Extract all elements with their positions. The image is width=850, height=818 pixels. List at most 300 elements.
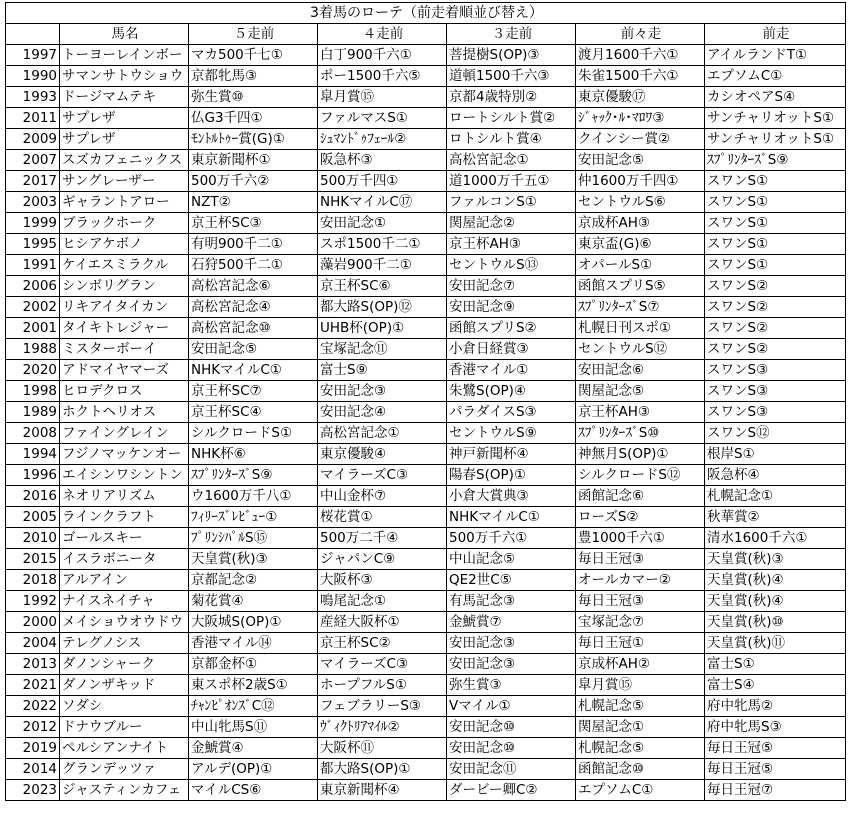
- race-4-ago-cell[interactable]: 安田記念④: [318, 402, 447, 423]
- race-3-ago-cell[interactable]: 小倉大賞典③: [447, 486, 576, 507]
- year-cell[interactable]: 2015: [6, 549, 60, 570]
- race-4-ago-cell[interactable]: 都大路S(OP)⑫: [318, 297, 447, 318]
- horse-name-cell[interactable]: ヒロデクロス: [60, 381, 189, 402]
- race-2-ago-cell[interactable]: 朱雀1500千六①: [576, 66, 705, 87]
- horse-name-cell[interactable]: サングレーザー: [60, 171, 189, 192]
- race-3-ago-cell[interactable]: 中山記念⑤: [447, 549, 576, 570]
- table-row: [6, 66, 846, 87]
- race-5-ago-cell[interactable]: ﾁｬﾝﾋﾟｵﾝｽﾞC⑫: [189, 696, 318, 717]
- year-cell[interactable]: 2012: [6, 717, 60, 738]
- previous-race-cell[interactable]: スワンS②: [705, 318, 846, 339]
- race-4-ago-cell[interactable]: 安田記念①: [318, 213, 447, 234]
- race-5-ago-cell[interactable]: NHK杯⑥: [189, 444, 318, 465]
- year-cell[interactable]: 2009: [6, 129, 60, 150]
- horse-name-cell[interactable]: タイキトレジャー: [60, 318, 189, 339]
- year-cell[interactable]: 1995: [6, 234, 60, 255]
- previous-race-cell[interactable]: エプソムC①: [705, 66, 846, 87]
- horse-name-cell[interactable]: リキアイタイカン: [60, 297, 189, 318]
- race-3-ago-cell[interactable]: 小倉日経賞③: [447, 339, 576, 360]
- race-3-ago-cell[interactable]: 安田記念⑩: [447, 738, 576, 759]
- race-5-ago-cell[interactable]: NHKマイルC①: [189, 360, 318, 381]
- race-3-ago-cell[interactable]: 安田記念⑨: [447, 297, 576, 318]
- year-cell[interactable]: 1990: [6, 66, 60, 87]
- race-3-ago-cell[interactable]: Vマイル①: [447, 696, 576, 717]
- race-3-ago-cell[interactable]: ロトシルト賞④: [447, 129, 576, 150]
- year-cell[interactable]: 2000: [6, 612, 60, 633]
- race-3-ago-cell[interactable]: 安田記念⑩: [447, 717, 576, 738]
- race-5-ago-cell[interactable]: マカ500千七①: [189, 45, 318, 66]
- table-row: [6, 675, 846, 696]
- year-cell[interactable]: 1993: [6, 87, 60, 108]
- race-5-ago-cell[interactable]: 石狩500千二①: [189, 255, 318, 276]
- race-2-ago-cell[interactable]: 安田記念⑤: [576, 150, 705, 171]
- race-5-ago-cell[interactable]: ﾌﾟﾘﾝｼﾊﾟﾙS⑮: [189, 528, 318, 549]
- previous-race-cell[interactable]: スワンS⑫: [705, 423, 846, 444]
- table-row: [6, 591, 846, 612]
- race-3-ago-cell[interactable]: 道1000万千五①: [447, 171, 576, 192]
- horse-name-cell[interactable]: サプレザ: [60, 108, 189, 129]
- previous-race-cell[interactable]: スワンS①: [705, 213, 846, 234]
- previous-race-cell[interactable]: スワンS③: [705, 402, 846, 423]
- horse-name-cell[interactable]: スズカフェニックス: [60, 150, 189, 171]
- race-5-ago-cell[interactable]: 弥生賞⑩: [189, 87, 318, 108]
- table-row: [6, 150, 846, 171]
- race-2-ago-cell[interactable]: 京成杯AH③: [576, 213, 705, 234]
- table-row: [6, 297, 846, 318]
- previous-race-cell[interactable]: スワンS②: [705, 276, 846, 297]
- race-2-ago-cell[interactable]: セントウルS⑥: [576, 192, 705, 213]
- horse-name-cell[interactable]: シンボリグラン: [60, 276, 189, 297]
- race-3-ago-cell[interactable]: 安田記念③: [447, 633, 576, 654]
- race-4-ago-cell[interactable]: 大阪杯⑪: [318, 738, 447, 759]
- horse-name-cell[interactable]: ドナウブルー: [60, 717, 189, 738]
- table-row: [6, 570, 846, 591]
- year-cell[interactable]: 2003: [6, 192, 60, 213]
- race-2-ago-cell[interactable]: 函館記念⑩: [576, 759, 705, 780]
- previous-race-cell[interactable]: スワンS①: [705, 255, 846, 276]
- horse-name-cell[interactable]: サプレザ: [60, 129, 189, 150]
- race-2-ago-cell[interactable]: エプソムC①: [576, 780, 705, 801]
- header-year: [6, 24, 60, 45]
- race-3-ago-cell[interactable]: ダービー卿C②: [447, 780, 576, 801]
- horse-name-cell[interactable]: ネオリアリズム: [60, 486, 189, 507]
- race-2-ago-cell[interactable]: 神無月S(OP)①: [576, 444, 705, 465]
- horse-name-cell[interactable]: ダノンザキッド: [60, 675, 189, 696]
- horse-name-cell[interactable]: アドマイヤマーズ: [60, 360, 189, 381]
- race-2-ago-cell[interactable]: セントウルS⑫: [576, 339, 705, 360]
- previous-race-cell[interactable]: 毎日王冠⑤: [705, 738, 846, 759]
- table-row: [6, 87, 846, 108]
- race-5-ago-cell[interactable]: 大阪城S(OP)①: [189, 612, 318, 633]
- race-4-ago-cell[interactable]: ポー1500千六⑤: [318, 66, 447, 87]
- race-3-ago-cell[interactable]: 安田記念⑪: [447, 759, 576, 780]
- race-4-ago-cell[interactable]: 京王杯SC⑥: [318, 276, 447, 297]
- race-2-ago-cell[interactable]: 札幌記念⑤: [576, 696, 705, 717]
- previous-race-cell[interactable]: 天皇賞(秋)③: [705, 549, 846, 570]
- race-5-ago-cell[interactable]: ﾌｨﾘｰｽﾞﾚﾋﾞｭｰ①: [189, 507, 318, 528]
- horse-name-cell[interactable]: フジノマッケンオー: [60, 444, 189, 465]
- race-2-ago-cell[interactable]: オールカマー②: [576, 570, 705, 591]
- race-3-ago-cell[interactable]: 陽春S(OP)①: [447, 465, 576, 486]
- table-row: [6, 528, 846, 549]
- race-5-ago-cell[interactable]: アルデ(OP)①: [189, 759, 318, 780]
- header-5-races-ago: ５走前: [189, 24, 318, 45]
- year-cell[interactable]: 2023: [6, 780, 60, 801]
- horse-name-cell[interactable]: ペルシアンナイト: [60, 738, 189, 759]
- race-4-ago-cell[interactable]: 安田記念③: [318, 381, 447, 402]
- race-3-ago-cell[interactable]: 朱鷺S(OP)④: [447, 381, 576, 402]
- race-5-ago-cell[interactable]: 高松宮記念⑩: [189, 318, 318, 339]
- race-3-ago-cell[interactable]: 金鯱賞⑦: [447, 612, 576, 633]
- horse-name-cell[interactable]: ナイスネイチャ: [60, 591, 189, 612]
- race-4-ago-cell[interactable]: スポ1500千二①: [318, 234, 447, 255]
- previous-race-cell[interactable]: 天皇賞(秋)④: [705, 570, 846, 591]
- race-4-ago-cell[interactable]: 京王杯SC②: [318, 633, 447, 654]
- horse-name-cell[interactable]: ダノンシャーク: [60, 654, 189, 675]
- race-5-ago-cell[interactable]: 京都記念②: [189, 570, 318, 591]
- year-cell[interactable]: 2002: [6, 297, 60, 318]
- header-row: [6, 24, 846, 45]
- race-5-ago-cell[interactable]: 高松宮記念⑥: [189, 276, 318, 297]
- year-cell[interactable]: 2004: [6, 633, 60, 654]
- horse-name-cell[interactable]: メイショウオウドウ: [60, 612, 189, 633]
- race-3-ago-cell[interactable]: 安田記念⑦: [447, 276, 576, 297]
- horse-name-cell[interactable]: ファイングレイン: [60, 423, 189, 444]
- previous-race-cell[interactable]: スワンS②: [705, 297, 846, 318]
- previous-race-cell[interactable]: 清水1600千六①: [705, 528, 846, 549]
- horse-name-cell[interactable]: イスラボニータ: [60, 549, 189, 570]
- horse-name-cell[interactable]: テレグノシス: [60, 633, 189, 654]
- horse-name-cell[interactable]: ゴールスキー: [60, 528, 189, 549]
- race-2-ago-cell[interactable]: オパールS①: [576, 255, 705, 276]
- race-4-ago-cell[interactable]: マイラーズC③: [318, 654, 447, 675]
- race-4-ago-cell[interactable]: 東京新聞杯④: [318, 780, 447, 801]
- race-2-ago-cell[interactable]: 安田記念⑥: [576, 360, 705, 381]
- year-cell[interactable]: 1992: [6, 591, 60, 612]
- race-3-ago-cell[interactable]: 函館スプリS②: [447, 318, 576, 339]
- horse-name-cell[interactable]: エイシンワシントン: [60, 465, 189, 486]
- previous-race-cell[interactable]: 天皇賞(秋)④: [705, 591, 846, 612]
- race-3-ago-cell[interactable]: パラダイスS③: [447, 402, 576, 423]
- race-4-ago-cell[interactable]: 皐月賞⑮: [318, 87, 447, 108]
- race-4-ago-cell[interactable]: 500万二千④: [318, 528, 447, 549]
- table-row: [6, 339, 846, 360]
- header-2-races-ago: 前々走: [576, 24, 705, 45]
- horse-name-cell[interactable]: ソダシ: [60, 696, 189, 717]
- race-2-ago-cell[interactable]: 宝塚記念⑦: [576, 612, 705, 633]
- table-row: [6, 360, 846, 381]
- previous-race-cell[interactable]: 毎日王冠⑤: [705, 759, 846, 780]
- previous-race-cell[interactable]: ｽﾌﾟﾘﾝﾀｰｽﾞS⑨: [705, 150, 846, 171]
- previous-race-cell[interactable]: カシオペアS④: [705, 87, 846, 108]
- horse-name-cell[interactable]: グランデッツァ: [60, 759, 189, 780]
- race-5-ago-cell[interactable]: 菊花賞④: [189, 591, 318, 612]
- race-2-ago-cell[interactable]: シルクロードS⑫: [576, 465, 705, 486]
- previous-race-cell[interactable]: 天皇賞(秋)⑩: [705, 612, 846, 633]
- year-cell[interactable]: 1998: [6, 381, 60, 402]
- table-row: [6, 780, 846, 801]
- race-4-ago-cell[interactable]: ｼｭﾏﾝﾄﾞｩﾌｪｰﾙ②: [318, 129, 447, 150]
- race-5-ago-cell[interactable]: 高松宮記念④: [189, 297, 318, 318]
- race-5-ago-cell[interactable]: 京王杯SC⑦: [189, 381, 318, 402]
- spreadsheet: [5, 2, 846, 801]
- horse-name-cell[interactable]: ブラックホーク: [60, 213, 189, 234]
- race-4-ago-cell[interactable]: ｳﾞｨｸﾄﾘｱﾏｲﾙ②: [318, 717, 447, 738]
- previous-race-cell[interactable]: アイルランドT①: [705, 45, 846, 66]
- race-3-ago-cell[interactable]: 菩提樹S(OP)③: [447, 45, 576, 66]
- previous-race-cell[interactable]: スワンS②: [705, 339, 846, 360]
- race-4-ago-cell[interactable]: 500万千四①: [318, 171, 447, 192]
- year-cell[interactable]: 1994: [6, 444, 60, 465]
- previous-race-cell[interactable]: スワンS①: [705, 234, 846, 255]
- race-4-ago-cell[interactable]: 鳴尾記念①: [318, 591, 447, 612]
- race-3-ago-cell[interactable]: セントウルS⑨: [447, 423, 576, 444]
- header-previous-race: 前走: [705, 24, 846, 45]
- race-3-ago-cell[interactable]: NHKマイルC①: [447, 507, 576, 528]
- previous-race-cell[interactable]: サンチャリオットS①: [705, 129, 846, 150]
- table-row: [6, 633, 846, 654]
- previous-race-cell[interactable]: 富士S④: [705, 675, 846, 696]
- previous-race-cell[interactable]: スワンS①: [705, 171, 846, 192]
- table-row: [6, 213, 846, 234]
- previous-race-cell[interactable]: 阪急杯④: [705, 465, 846, 486]
- table-title-row: [6, 3, 846, 24]
- year-cell[interactable]: 2018: [6, 570, 60, 591]
- year-cell[interactable]: 2010: [6, 528, 60, 549]
- table-row: [6, 45, 846, 66]
- year-cell[interactable]: 2001: [6, 318, 60, 339]
- race-4-ago-cell[interactable]: 高松宮記念①: [318, 423, 447, 444]
- year-cell[interactable]: 1991: [6, 255, 60, 276]
- header-horse-name: 馬名: [60, 24, 189, 45]
- year-cell[interactable]: 1999: [6, 213, 60, 234]
- race-2-ago-cell[interactable]: 関屋記念①: [576, 717, 705, 738]
- race-5-ago-cell[interactable]: NZT②: [189, 192, 318, 213]
- year-cell[interactable]: 2013: [6, 654, 60, 675]
- previous-race-cell[interactable]: サンチャリオットS①: [705, 108, 846, 129]
- year-cell[interactable]: 2016: [6, 486, 60, 507]
- race-5-ago-cell[interactable]: ｽﾌﾟﾘﾝﾀｰｽﾞS⑨: [189, 465, 318, 486]
- horse-name-cell[interactable]: ラインクラフト: [60, 507, 189, 528]
- race-2-ago-cell[interactable]: ｽﾌﾟﾘﾝﾀｰｽﾞS⑩: [576, 423, 705, 444]
- race-5-ago-cell[interactable]: シルクロードS①: [189, 423, 318, 444]
- table-row: [6, 276, 846, 297]
- race-4-ago-cell[interactable]: マイラーズC③: [318, 465, 447, 486]
- horse-name-cell[interactable]: アルアイン: [60, 570, 189, 591]
- race-2-ago-cell[interactable]: 札幌記念⑤: [576, 738, 705, 759]
- previous-race-cell[interactable]: 札幌記念①: [705, 486, 846, 507]
- race-4-ago-cell[interactable]: UHB杯(OP)①: [318, 318, 447, 339]
- table-row: [6, 654, 846, 675]
- year-cell[interactable]: 2005: [6, 507, 60, 528]
- race-2-ago-cell[interactable]: 函館スプリS⑤: [576, 276, 705, 297]
- race-4-ago-cell[interactable]: 大阪杯③: [318, 570, 447, 591]
- race-3-ago-cell[interactable]: 安田記念③: [447, 654, 576, 675]
- table-row: [6, 549, 846, 570]
- race-2-ago-cell[interactable]: 札幌日刊スポ①: [576, 318, 705, 339]
- race-3-ago-cell[interactable]: 香港マイル①: [447, 360, 576, 381]
- table-title: 3着馬のローテ（前走着順並び替え）: [6, 3, 846, 24]
- race-2-ago-cell[interactable]: 東京優駿⑰: [576, 87, 705, 108]
- race-4-ago-cell[interactable]: 阪急杯③: [318, 150, 447, 171]
- table-row: [6, 486, 846, 507]
- race-2-ago-cell[interactable]: 渡月1600千六①: [576, 45, 705, 66]
- race-4-ago-cell[interactable]: 産経大阪杯①: [318, 612, 447, 633]
- race-4-ago-cell[interactable]: 白丁900千六①: [318, 45, 447, 66]
- horse-name-cell[interactable]: ケイエスミラクル: [60, 255, 189, 276]
- table-row: [6, 444, 846, 465]
- race-3-ago-cell[interactable]: 京王杯AH③: [447, 234, 576, 255]
- race-4-ago-cell[interactable]: フェブラリーS③: [318, 696, 447, 717]
- race-4-ago-cell[interactable]: ファルマスS①: [318, 108, 447, 129]
- table-row: [6, 171, 846, 192]
- table-row: [6, 507, 846, 528]
- year-cell[interactable]: 2020: [6, 360, 60, 381]
- race-3-ago-cell[interactable]: セントウルS⑬: [447, 255, 576, 276]
- year-cell[interactable]: 2017: [6, 171, 60, 192]
- table-row: [6, 759, 846, 780]
- table-row: [6, 108, 846, 129]
- previous-race-cell[interactable]: スワンS①: [705, 192, 846, 213]
- race-4-ago-cell[interactable]: ジャパンC⑨: [318, 549, 447, 570]
- race-3-ago-cell[interactable]: ファルコンS①: [447, 192, 576, 213]
- race-4-ago-cell[interactable]: 桜花賞①: [318, 507, 447, 528]
- previous-race-cell[interactable]: スワンS③: [705, 381, 846, 402]
- previous-race-cell[interactable]: 根岸S①: [705, 444, 846, 465]
- race-3-ago-cell[interactable]: 高松宮記念①: [447, 150, 576, 171]
- race-2-ago-cell[interactable]: 京王杯AH③: [576, 402, 705, 423]
- table-row: [6, 192, 846, 213]
- race-4-ago-cell[interactable]: 富士S⑨: [318, 360, 447, 381]
- horse-name-cell[interactable]: ドージマムテキ: [60, 87, 189, 108]
- previous-race-cell[interactable]: 毎日王冠⑦: [705, 780, 846, 801]
- race-5-ago-cell[interactable]: 京都牝馬③: [189, 66, 318, 87]
- race-4-ago-cell[interactable]: ホープフルS①: [318, 675, 447, 696]
- race-4-ago-cell[interactable]: 宝塚記念⑪: [318, 339, 447, 360]
- header-3-races-ago: ３走前: [447, 24, 576, 45]
- year-cell[interactable]: 2021: [6, 675, 60, 696]
- horse-name-cell[interactable]: ミスターボーイ: [60, 339, 189, 360]
- rotation-table: [5, 2, 846, 801]
- race-3-ago-cell[interactable]: 神戸新聞杯④: [447, 444, 576, 465]
- horse-name-cell[interactable]: ジャスティンカフェ: [60, 780, 189, 801]
- race-2-ago-cell[interactable]: 毎日王冠③: [576, 549, 705, 570]
- table-row: [6, 696, 846, 717]
- race-5-ago-cell[interactable]: マイルCS⑥: [189, 780, 318, 801]
- year-cell[interactable]: 1996: [6, 465, 60, 486]
- table-row: [6, 612, 846, 633]
- race-2-ago-cell[interactable]: クインシー賞②: [576, 129, 705, 150]
- race-5-ago-cell[interactable]: 金鯱賞④: [189, 738, 318, 759]
- previous-race-cell[interactable]: 府中牝馬②: [705, 696, 846, 717]
- race-3-ago-cell[interactable]: QE2世C⑤: [447, 570, 576, 591]
- table-row: [6, 717, 846, 738]
- year-cell[interactable]: 1997: [6, 45, 60, 66]
- race-2-ago-cell[interactable]: 毎日王冠①: [576, 633, 705, 654]
- table-row: [6, 423, 846, 444]
- horse-name-cell[interactable]: ギャラントアロー: [60, 192, 189, 213]
- previous-race-cell[interactable]: 府中牝馬S③: [705, 717, 846, 738]
- race-2-ago-cell[interactable]: 毎日王冠③: [576, 591, 705, 612]
- race-5-ago-cell[interactable]: 仏G3千四①: [189, 108, 318, 129]
- table-row: [6, 318, 846, 339]
- table-row: [6, 738, 846, 759]
- horse-name-cell[interactable]: ホクトヘリオス: [60, 402, 189, 423]
- race-2-ago-cell[interactable]: 京成杯AH②: [576, 654, 705, 675]
- race-3-ago-cell[interactable]: 有馬記念③: [447, 591, 576, 612]
- race-5-ago-cell[interactable]: 京王杯SC③: [189, 213, 318, 234]
- race-2-ago-cell[interactable]: 東京盃(G)⑥: [576, 234, 705, 255]
- race-5-ago-cell[interactable]: 天皇賞(秋)③: [189, 549, 318, 570]
- race-2-ago-cell[interactable]: 函館記念⑥: [576, 486, 705, 507]
- table-row: [6, 129, 846, 150]
- race-4-ago-cell[interactable]: NHKマイルC⑰: [318, 192, 447, 213]
- race-5-ago-cell[interactable]: ウ1600万千八①: [189, 486, 318, 507]
- race-5-ago-cell[interactable]: 安田記念⑤: [189, 339, 318, 360]
- race-5-ago-cell[interactable]: 東スポ杯2歳S①: [189, 675, 318, 696]
- race-2-ago-cell[interactable]: ｼﾞｬｯｸ･ﾙ･ﾏﾛﾜ③: [576, 108, 705, 129]
- race-5-ago-cell[interactable]: 京都金杯①: [189, 654, 318, 675]
- race-5-ago-cell[interactable]: 中山牝馬S⑪: [189, 717, 318, 738]
- table-row: [6, 234, 846, 255]
- year-cell[interactable]: 2006: [6, 276, 60, 297]
- race-2-ago-cell[interactable]: 仲1600万千四①: [576, 171, 705, 192]
- race-3-ago-cell[interactable]: 京都4歳特別②: [447, 87, 576, 108]
- table-row: [6, 465, 846, 486]
- race-3-ago-cell[interactable]: 500万千六①: [447, 528, 576, 549]
- race-3-ago-cell[interactable]: 関屋記念②: [447, 213, 576, 234]
- year-cell[interactable]: 2014: [6, 759, 60, 780]
- race-5-ago-cell[interactable]: 有明900千二①: [189, 234, 318, 255]
- year-cell[interactable]: 2007: [6, 150, 60, 171]
- table-row: [6, 402, 846, 423]
- race-5-ago-cell[interactable]: 500万千六②: [189, 171, 318, 192]
- horse-name-cell[interactable]: トーヨーレインボー: [60, 45, 189, 66]
- header-4-races-ago: ４走前: [318, 24, 447, 45]
- year-cell[interactable]: 1988: [6, 339, 60, 360]
- race-4-ago-cell[interactable]: 都大路S(OP)①: [318, 759, 447, 780]
- race-4-ago-cell[interactable]: 中山金杯⑦: [318, 486, 447, 507]
- race-4-ago-cell[interactable]: 東京優駿④: [318, 444, 447, 465]
- year-cell[interactable]: 2011: [6, 108, 60, 129]
- previous-race-cell[interactable]: 秋華賞②: [705, 507, 846, 528]
- race-2-ago-cell[interactable]: 皐月賞⑮: [576, 675, 705, 696]
- year-cell[interactable]: 2022: [6, 696, 60, 717]
- year-cell[interactable]: 2019: [6, 738, 60, 759]
- year-cell[interactable]: 1989: [6, 402, 60, 423]
- race-3-ago-cell[interactable]: 弥生賞③: [447, 675, 576, 696]
- race-3-ago-cell[interactable]: ロートシルト賞②: [447, 108, 576, 129]
- race-2-ago-cell[interactable]: 豊1000千六①: [576, 528, 705, 549]
- horse-name-cell[interactable]: ヒシアケボノ: [60, 234, 189, 255]
- horse-name-cell[interactable]: サマンサトウショウ: [60, 66, 189, 87]
- race-5-ago-cell[interactable]: 京王杯SC④: [189, 402, 318, 423]
- race-4-ago-cell[interactable]: 藻岩900千二①: [318, 255, 447, 276]
- table-row: [6, 255, 846, 276]
- race-5-ago-cell[interactable]: ﾓﾝﾄﾙﾄｩｰ賞(G)①: [189, 129, 318, 150]
- race-3-ago-cell[interactable]: 道頓1500千六③: [447, 66, 576, 87]
- previous-race-cell[interactable]: スワンS③: [705, 360, 846, 381]
- year-cell[interactable]: 2008: [6, 423, 60, 444]
- race-2-ago-cell[interactable]: ローズS②: [576, 507, 705, 528]
- race-2-ago-cell[interactable]: ｽﾌﾟﾘﾝﾀｰｽﾞS⑦: [576, 297, 705, 318]
- previous-race-cell[interactable]: 天皇賞(秋)⑪: [705, 633, 846, 654]
- table-row: [6, 381, 846, 402]
- race-5-ago-cell[interactable]: 香港マイル⑭: [189, 633, 318, 654]
- race-2-ago-cell[interactable]: 関屋記念⑤: [576, 381, 705, 402]
- previous-race-cell[interactable]: 富士S①: [705, 654, 846, 675]
- race-5-ago-cell[interactable]: 東京新聞杯①: [189, 150, 318, 171]
